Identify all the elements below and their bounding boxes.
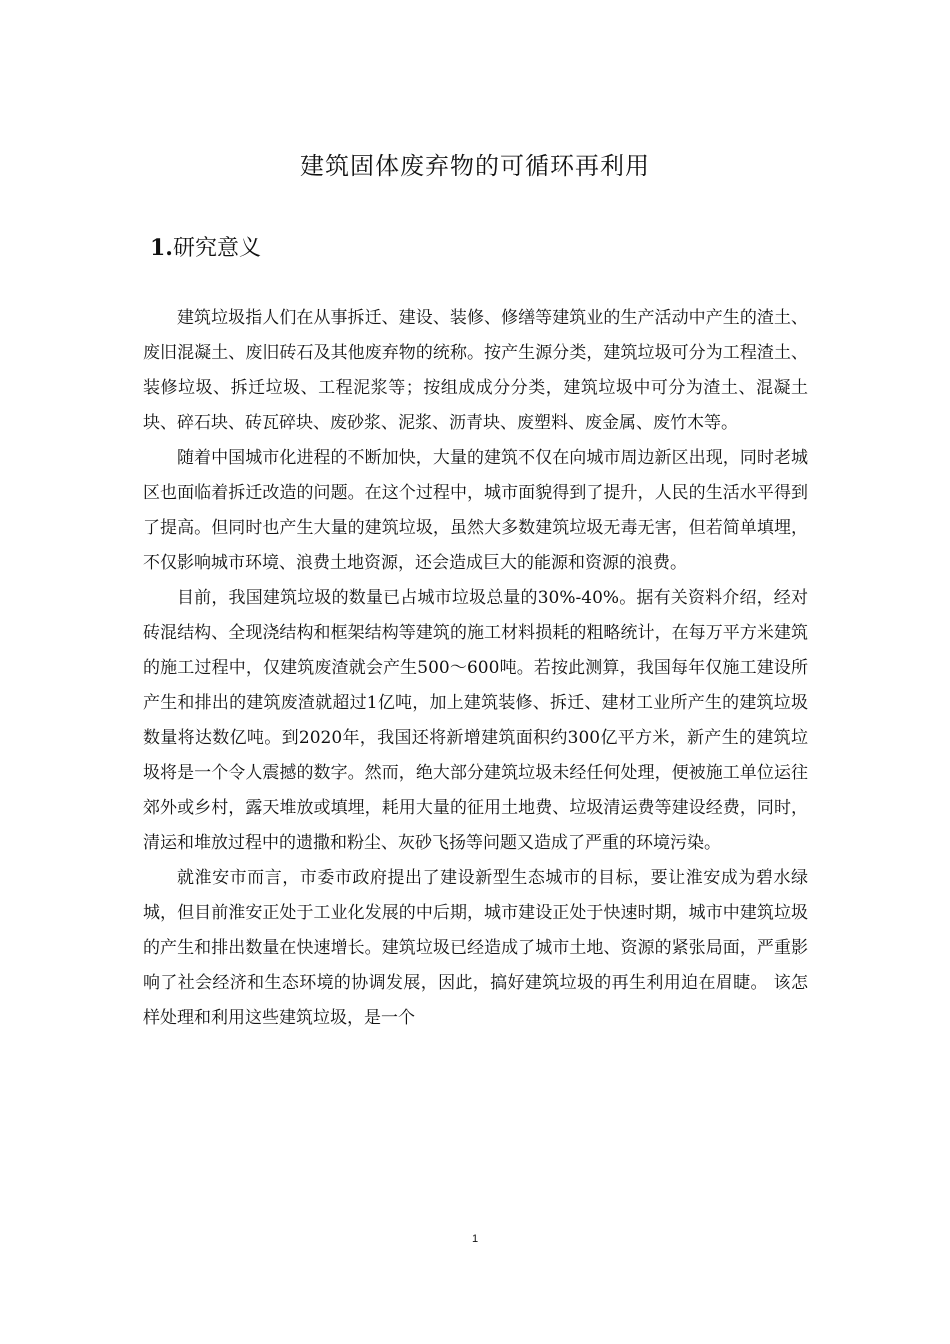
page-title: 建筑固体废弃物的可循环再利用 (300, 152, 650, 180)
paragraph-4: 就淮安市而言，市委市政府提出了建设新型生态城市的目标，要让淮安成为碧水绿城，但目前淮安正处于工业化发展的中后期，城市建设正处于快速时期，城市中建筑垃圾的产生和排出数量在快速增长。建筑垃圾已经造成了城市土地、资源的紧张局面，严重影响了社会经济和生态环境的协调发展，因此，搞好建筑垃圾的再生利用迫在眉睫。 该怎样处理和利用这些建筑垃圾，是一个 (143, 868, 808, 1028)
section-heading (150, 228, 261, 269)
section-number: 1. (150, 235, 173, 261)
paragraph-1: 建筑垃圾指人们在从事拆迁、建设、装修、修缮等建筑业的生产活动中产生的渣土、废旧混凝土、废旧砖石及其他废弃物的统称。按产生源分类，建筑垃圾可分为工程渣土、装修垃圾、拆迁垃圾、工程泥浆等；按组成成分分类，建筑垃圾中可分为渣土、混凝土块、碎石块、砖瓦碎块、废砂浆、泥浆、沥青块、废塑料、废金属、废竹木等。 (143, 308, 808, 433)
paragraph-2: 随着中国城市化进程的不断加快，大量的建筑不仅在向城市周边新区出现，同时老城区也面临着拆迁改造的问题。在这个过程中，城市面貌得到了提升，人民的生活水平得到了提高。但同时也产生大量的建筑垃圾，虽然大多数建筑垃圾无毒无害，但若简单填埋，不仅影响城市环境、浪费土地资源，还会造成巨大的能源和资源的浪费。 (143, 448, 808, 573)
page-number: 1 (471, 1233, 479, 1245)
paragraph-3: 目前，我国建筑垃圾的数量已占城市垃圾总量的30%-40%。据有关资料介绍，经对砖混结构、全现浇结构和框架结构等建筑的施工材料损耗的粗略统计，在每万平方米建筑的施工过程中，仅建筑废渣就会产生500～600吨。若按此测算，我国每年仅施工建设所产生和排出的建筑废渣就超过1亿吨，加上建筑装修、拆迁、建材工业所产生的建筑垃圾数量将达数亿吨。到2020年，我国还将新增建筑面积约300亿平方米，新产生的建筑垃圾将是一个令人震撼的数字。然而，绝大部分建筑垃圾未经任何处理，便被施工单位运往郊外或乡村，露天堆放或填埋，耗用大量的征用土地费、垃圾清运费等建设经费，同时，清运和堆放过程中的遗撒和粉尘、灰砂飞扬等问题又造成了严重的环境污染。 (143, 588, 808, 853)
section-title: 研究意义 (172, 236, 261, 261)
body-text (143, 301, 808, 1036)
